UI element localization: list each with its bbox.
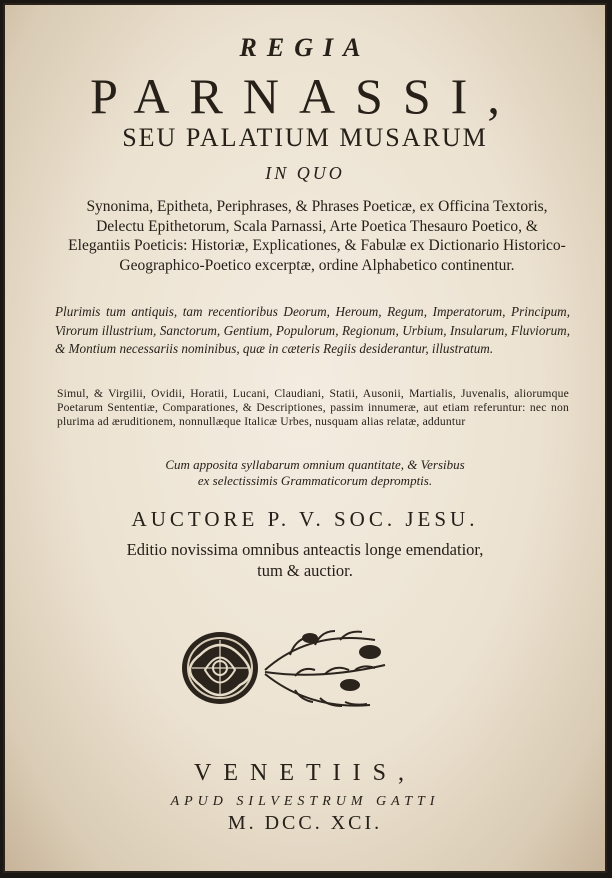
author-line: AUCTORE P. V. SOC. JESU.: [131, 507, 479, 531]
title-regia: REGIA: [239, 33, 371, 62]
publisher: APUD SILVESTRUM GATTI: [170, 794, 440, 809]
authors-paragraph: Simul, & Virgilii, Ovidii, Horatii, Lucani, Claudiani, Statii, Ausonii, Martialis, Juvenalis, aliorumque Poetarum Sententiæ, Comparationes, & Descriptiones, passim innumeræ, aut etiam referuntur: nec non plurima ad æruditionem, nonnullæque Italicæ Urbes, nusquam alias relatæ, adduntur: [57, 387, 569, 428]
subtitle: SEU PALATIUM MUSARUM: [122, 123, 488, 152]
title-parnassi: PARNASSI,: [90, 68, 520, 124]
title-page: [3, 3, 607, 873]
place: VENETIIS,: [194, 760, 416, 786]
knot-medallion-icon: [182, 632, 258, 704]
names-paragraph: Plurimis tum antiquis, tam recentioribus Deorum, Heroum, Regum, Imperatorum, Principum, Virorum illustrium, Sanctorum, Gentium, Populorum, Regionum, Urbium, Insularum, Fluviorum, & Montium necessariis nominibus, quæ in cæteris Regiis desiderantur, illustratum.: [55, 304, 570, 356]
floral-vignette-icon: [170, 610, 400, 720]
quantity-note-line2: ex selectissimis Grammaticorum depromptis.: [197, 473, 433, 488]
quantity-note: [65, 457, 565, 489]
edition-line-2: tum & auctior.: [257, 561, 353, 580]
leaf-spray-icon: [265, 631, 385, 706]
year: M. DCC. XCI.: [227, 812, 383, 834]
in-quo: IN QUO: [265, 163, 345, 183]
contents-paragraph: Synonima, Epitheta, Periphrases, & Phrases Poeticæ, ex Officina Textoris, Delectu Epithetorum, Scala Parnassi, Arte Poetica Thesauro Poetico, & Elegantiis Poeticis: Historiæ, Explicationes, & Fabulæ ex Dictionario Historico-Geographico-Poetico excerptæ, ordine Alphabetico continentur.: [68, 198, 566, 274]
quantity-note-line1: Cum apposita syllabarum omnium quantitate, & Versibus: [165, 457, 465, 472]
edition-line-1: Editio novissima omnibus anteactis longe emendatior,: [126, 540, 484, 559]
